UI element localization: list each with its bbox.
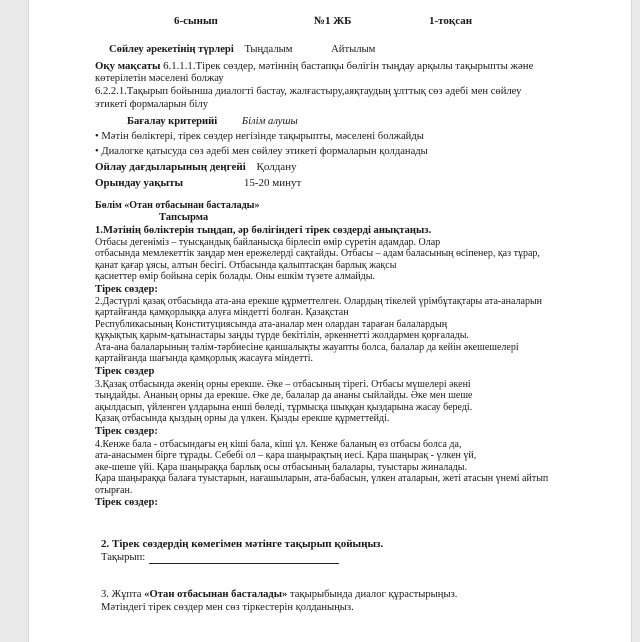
time-label: Орындау уақыты (95, 177, 184, 189)
topic-label: Тақырып: (101, 552, 146, 563)
paragraph-line: әке-шеше үйі. Қара шаңыраққа барлық осы отбасының балалары, туыстары жиналады. (95, 461, 467, 473)
document-page (28, 0, 632, 642)
paragraph-line: Қара шаңыраққа балаға туыстарын, нағашыларын, ата-бабасын, үлкен аталарын, жеті атасын үнемі айтып (95, 473, 549, 485)
objective-line-1: 6.1.1.1.Тірек сөздер, мәтіннің бастапқы бөлігін тыңдау арқылы тақырыпты және (163, 60, 534, 72)
paragraph-line: қанат қағар ұясы, алтын бесігі. Отбасында қалыптасқан барлық жақсы (95, 259, 397, 271)
task1-paragraph-1 (95, 237, 540, 283)
paragraph-line: отырған. (95, 484, 133, 496)
objective-row-1 (95, 60, 533, 72)
paragraph-line: қартайғанда қамқорлыққа алуға міндетті болған. Қазақстан (95, 307, 349, 319)
task1-title: 1.Мәтінің бөліктерін тыңдап, әр бөлігіндегі тірек сөздерді анықтаңыз. (95, 225, 432, 236)
task1-paragraph-3 (95, 379, 472, 425)
paragraph-line: Отбасы дегеніміз – туысқандық байланысқа бірлесіп өмір сүретін адамдар. Олар (95, 237, 441, 248)
skills-row (95, 161, 297, 173)
paragraph-line: ата-анасымен бірге тұрады. Себебі ол – қара шаңырақтың иесі. Қара шаңырақ - үлкен үй, (95, 450, 477, 462)
paragraph-line: құқықтық қарым-қатынастары заңды түрде бекітілін, әркеннетті жолдармен қорғалады. (95, 330, 469, 342)
objectives-label: Оқу мақсаты (95, 60, 161, 72)
time-value: 15-20 минут (243, 177, 302, 189)
skills-label: Ойлау дағдыларының деңгейі (95, 161, 246, 173)
paragraph-line: қасиеттер өмір бойына серік болады. Оны ешкім түзете алмайды. (95, 271, 375, 283)
criteria-item-2: • Диалогке қатысуда сөз әдебі мен сөйлеу этикеті формаларын қолданады (95, 146, 428, 157)
paragraph-line: Қазақ отбасында қыздың орны да үлкен. Қызды ерекше құрметтейді. (95, 413, 390, 425)
keywords-label-4: Тірек сөздер: (95, 497, 158, 508)
section-title: Бөлім «Отан отбасынан басталады» (95, 200, 260, 211)
task2-answer-row (101, 552, 339, 564)
task1-paragraph-4 (95, 439, 548, 496)
paragraph-line: тыңдайды. Ананың орны да ерекше. Әке де, балалар да ананы сыйлайды. Әке мен шеше (95, 390, 473, 402)
paragraph-line: 2.Дәстүрлі қазақ отбасында ата-ана ерекше құрметтелген. Олардың тікелей үрімбұтақтары ата-аналарын (95, 296, 543, 307)
task1-paragraph-2 (95, 296, 542, 364)
objective-line-2: көтерілетін мәселені болжау (95, 73, 224, 84)
speech-activity-label: Сөйлеу әрекетінің түрлері (109, 44, 234, 55)
paragraph-line: ақылдасып, үйленген ұлдарына еншi бөледі, тұрмысқа шыққан қыздарына жасау береді. (95, 401, 473, 413)
topic-answer-line[interactable] (149, 553, 339, 564)
objective-line-3: 6.2.2.1.Тақырып бойынша диалогті бастау, жалғастыру,аяқтаудың ұлттық сөз әдебі мен сөйлеу (95, 86, 522, 97)
task2-title: 2. Тірек сөздердің көмегімен мәтінге тақырып қойыңыз. (101, 538, 384, 550)
task3-row-1 (101, 589, 457, 601)
speech-activity-row (109, 44, 375, 56)
keywords-label-2: Тірек сөздер (95, 366, 155, 377)
skills-value: Қолдану (256, 161, 297, 173)
criteria-label: Бағалау критерийі (127, 116, 218, 127)
task3-line-2: Мәтіндегі тірек сөздер мен сөз тіркестерін қолданыңыз. (101, 602, 354, 613)
paragraph-line: Республикасының Конституциясында ата-аналар мен олардан тараған балалардың (95, 318, 448, 330)
time-row (95, 177, 301, 189)
paragraph-line: қартайғанда шағында қамқорлық жасауға міндетті. (95, 353, 314, 365)
objective-line-4: этикеті формаларын білу (95, 99, 209, 110)
paragraph-line: Ата-ана балаларының тәлім-тәрбиесіне қаншалықты жауапты болса, балалар да кейін әкешешелері (95, 341, 519, 353)
criteria-row (127, 116, 298, 128)
keywords-label-1: Тірек сөздер: (95, 284, 158, 295)
criteria-item-1: • Мәтін бөліктері, тірек сөздер негізінде тақырыпты, мәселені болжайды (95, 131, 424, 142)
quarter-label: 1-тоқсан (429, 15, 473, 27)
paragraph-line: 3.Қазақ отбасында әкенің орны ерекше. Әке – отбасының тірегі. Отбасы мүшелері әкені (95, 379, 471, 390)
speech-type-listening: Тыңдалым (244, 44, 293, 55)
assessment-number: №1 ЖБ (314, 15, 352, 27)
speech-type-speaking: Айтылым (331, 44, 376, 55)
task3-suffix: тақырыбында диалог құрастырыңыз. (287, 589, 458, 600)
tasks-heading: Тапсырма (159, 212, 209, 223)
grade-label: 6-сынып (174, 15, 218, 27)
task3-prefix: 3. Жұпта (101, 589, 145, 600)
criteria-value: Білім алушы (241, 116, 298, 127)
paragraph-line: 4.Кенже бала - отбасындағы ең кіші бала, кіші ұл. Кенже баланың өз отбасы болса да, (95, 439, 462, 450)
task3-topic: «Отан отбасынан басталады» (144, 589, 288, 600)
keywords-label-3: Тірек сөздер: (95, 426, 158, 437)
paragraph-line: отбасында мемлекеттік заңдар мен ережелерді сақтайды. Отбасы – адам баласының өсіпенер, қаз тұрар, (95, 248, 540, 260)
